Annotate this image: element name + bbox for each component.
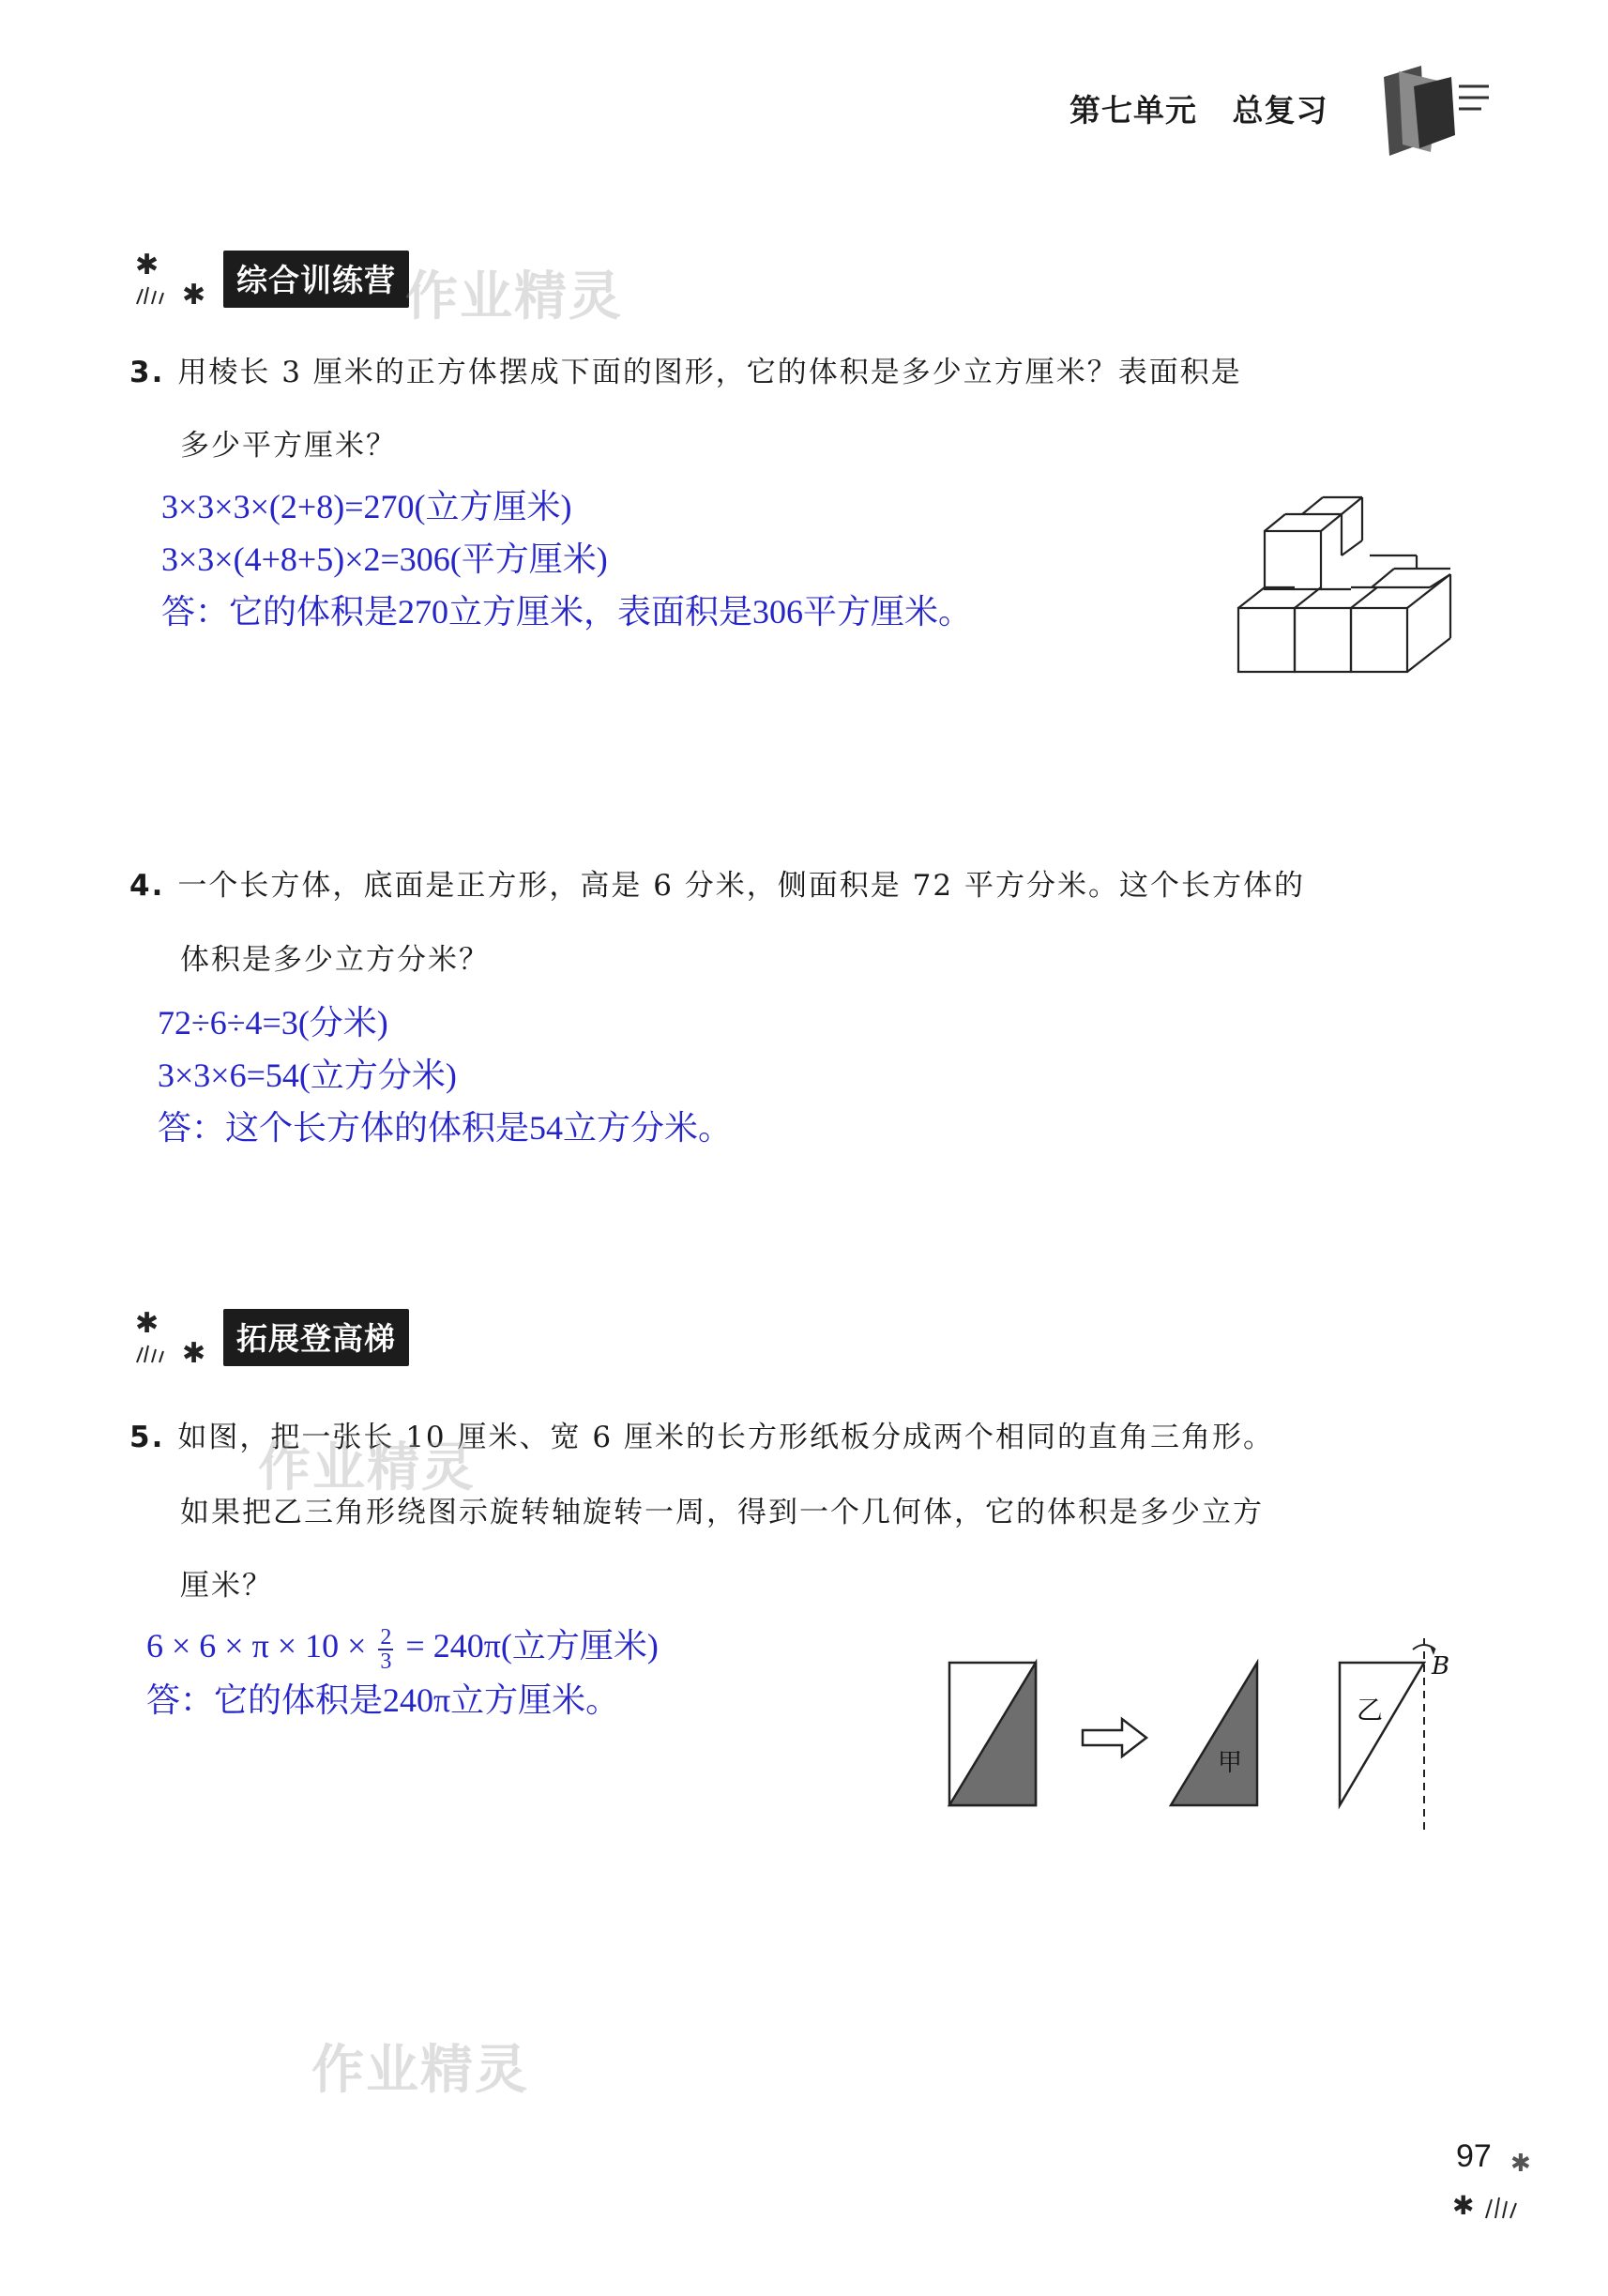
question-number: 4.: [129, 869, 165, 903]
question-3-line-2: 多少平方厘米？: [180, 429, 397, 463]
section-label: 综合训练营: [223, 251, 409, 308]
answer-line: 3×3×6=54(立方分米): [158, 1057, 457, 1094]
header-decoration-icon: [1365, 58, 1496, 161]
answer-line: 答：这个长方体的体积是54立方分米。: [158, 1109, 733, 1147]
flower-grass-icon: [129, 246, 223, 312]
label-yi: 乙: [1357, 1695, 1384, 1726]
svg-text:✱: ✱: [1452, 2190, 1475, 2221]
section-label: 拓展登高梯: [223, 1309, 409, 1366]
question-4-line-2: 体积是多少立方分米？: [180, 943, 490, 977]
question-3-line-1: 3. 用棱长 3 厘米的正方体摆成下面的图形，它的体积是多少立方厘米？表面积是: [129, 356, 1242, 389]
question-number: 5.: [129, 1421, 165, 1454]
section-banner-1: [129, 246, 409, 312]
cube-stack-figure: [1229, 488, 1464, 685]
question-4-line-1: 4. 一个长方体，底面是正方形，高是 6 分米，侧面积是 72 平方分米。这个长方体的: [129, 869, 1305, 903]
answer-line: 答：它的体积是270立方厘米，表面积是306平方厘米。: [161, 593, 973, 631]
answer-line: 3×3×3×(2+8)=270(立方厘米): [161, 488, 572, 525]
answer-line: 3×3×(4+8+5)×2=306(平方厘米): [161, 540, 608, 578]
svg-text:✱: ✱: [135, 1307, 159, 1340]
watermark: 作业精灵: [405, 266, 623, 327]
svg-text:✱: ✱: [182, 1337, 206, 1370]
question-number: 3.: [129, 356, 165, 389]
question-5-line-3: 厘米？: [180, 1569, 273, 1603]
watermark: 作业精灵: [258, 1437, 476, 1498]
svg-text:✱: ✱: [182, 279, 206, 312]
footer-flower-icon: [1445, 2139, 1548, 2224]
watermark: 作业精灵: [311, 2040, 529, 2101]
page-number: 97: [1456, 2138, 1492, 2174]
label-b: B: [1432, 1652, 1450, 1680]
question-5-line-1: 5. 如图，把一张长 10 厘米、宽 6 厘米的长方形纸板分成两个相同的直角三角形。: [129, 1421, 1274, 1454]
question-5-line-2: 如果把乙三角形绕图示旋转轴旋转一周，得到一个几何体，它的体积是多少立方: [180, 1496, 1264, 1529]
answer-line: 72÷6÷4=3(分米): [158, 1004, 388, 1042]
triangle-rotation-figure: [938, 1636, 1464, 1833]
fraction: $\frac{2}{3}$: [380, 1624, 392, 1674]
flower-grass-icon: [129, 1304, 223, 1370]
svg-text:✱: ✱: [1510, 2150, 1531, 2178]
svg-text:✱: ✱: [135, 249, 159, 281]
answer-formula: 6 × 6 × π × 10 × $\frac{2}{3}$ = 240π(立方厘米): [146, 1624, 659, 1674]
answer-line: 答：它的体积是240π立方厘米。: [146, 1681, 620, 1719]
section-banner-2: [129, 1304, 409, 1370]
label-jia: 甲: [1218, 1749, 1243, 1777]
unit-title: 第七单元 总复习: [1069, 92, 1328, 129]
